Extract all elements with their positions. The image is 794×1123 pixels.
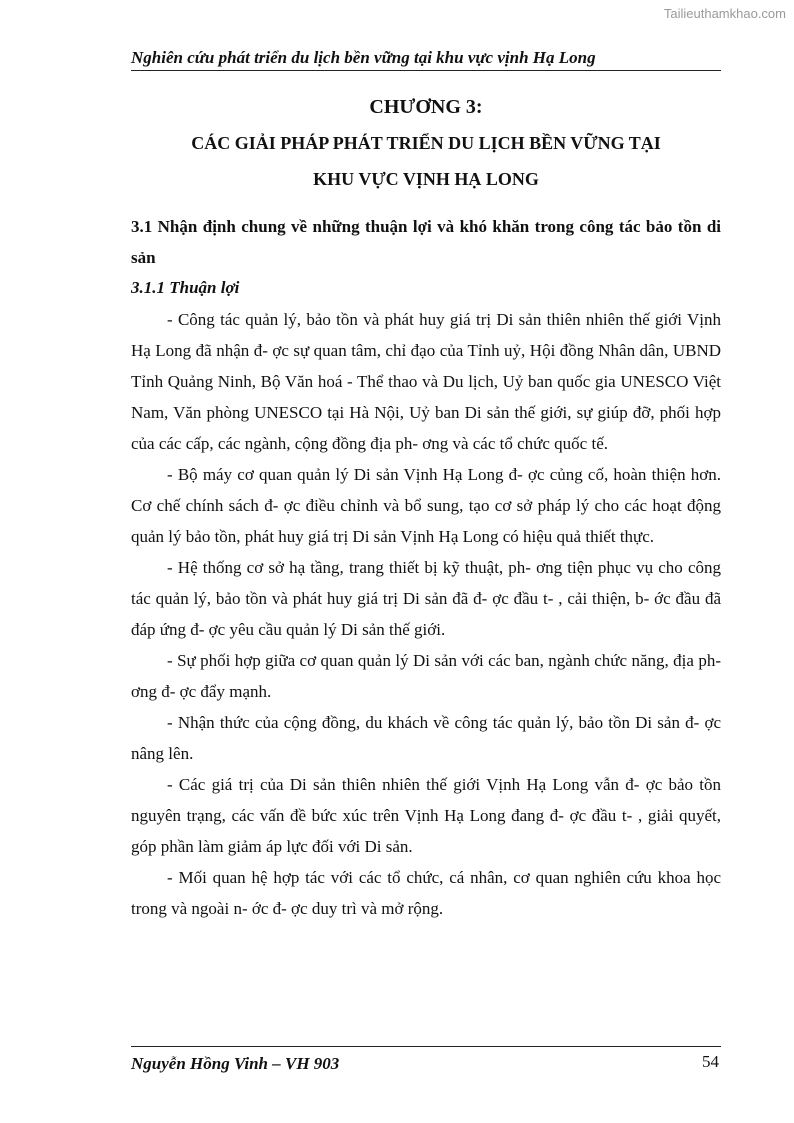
watermark: Tailieuthamkhao.com: [663, 6, 786, 21]
chapter-title-line-2: KHU VỰC VỊNH HẠ LONG: [313, 169, 539, 189]
paragraph: - Bộ máy cơ quan quản lý Di sản Vịnh Hạ Long đ- ợc củng cố, hoàn thiện hơn. Cơ chế chính sách đ- ợc điều chỉnh và bổ sung, tạo cơ sở pháp lý cho các hoạt động quản lý bảo tồn, phát huy giá trị Di sản Vịnh Hạ Long có hiệu quả thiết thực.: [131, 465, 721, 546]
paragraph: - Hệ thống cơ sở hạ tầng, trang thiết bị kỹ thuật, ph- ơng tiện phục vụ cho công tác quản lý, bảo tồn và phát huy giá trị Di sản đã đ- ợc đầu t- , cải thiện, b- ớc đầu đã đáp ứng đ- ợc yêu cầu quản lý Di sản thế giới.: [131, 558, 721, 639]
running-header: Nghiên cứu phát triển du lịch bền vững tại khu vực vịnh Hạ Long: [131, 48, 721, 71]
chapter-title-line-1: CÁC GIẢI PHÁP PHÁT TRIỂN DU LỊCH BỀN VỮNG TẠI: [191, 133, 661, 153]
paragraph: - Các giá trị của Di sản thiên nhiên thế giới Vịnh Hạ Long vẫn đ- ợc bảo tồn nguyên trạng, các vấn đề bức xúc trên Vịnh Hạ Long đang đ- ợc đầu t- , giải quyết, góp phần làm giảm áp lực đối với Di sản.: [131, 775, 721, 856]
paragraph: - Nhận thức của cộng đồng, du khách về công tác quản lý, bảo tồn Di sản đ- ợc nâng lên.: [131, 713, 721, 763]
subsection-heading: 3.1.1 Thuận lợi: [131, 278, 240, 297]
chapter-number: CHƯƠNG 3:: [369, 96, 483, 118]
footer-divider: [131, 1046, 721, 1047]
body-text: [131, 304, 721, 924]
footer-author: Nguyễn Hồng Vinh – VH 903: [131, 1054, 340, 1073]
section-heading: 3.1 Nhận định chung về những thuận lợi và khó khăn trong công tác bảo tồn di sản: [131, 217, 721, 267]
paragraph: - Công tác quản lý, bảo tồn và phát huy giá trị Di sản thiên nhiên thế giới Vịnh Hạ Long đã nhận đ- ợc sự quan tâm, chỉ đạo của Tỉnh uỷ, Hội đồng Nhân dân, UBND Tỉnh Quảng Ninh, Bộ Văn hoá - Thể thao và Du lịch, Uỷ ban quốc gia UNESCO Việt Nam, Văn phòng UNESCO tại Hà Nội, Uỷ ban Di sản thế giới, sự giúp đỡ, phối hợp của các cấp, các ngành, cộng đồng địa ph- ơng và các tổ chức quốc tế.: [131, 310, 721, 453]
paragraph: - Mối quan hệ hợp tác với các tổ chức, cá nhân, cơ quan nghiên cứu khoa học trong và ngoài n- ớc đ- ợc duy trì và mở rộng.: [131, 868, 721, 918]
paragraph: - Sự phối hợp giữa cơ quan quản lý Di sản với các ban, ngành chức năng, địa ph- ơng đ- ợc đẩy mạnh.: [131, 651, 721, 701]
page-number: 54: [702, 1052, 719, 1071]
